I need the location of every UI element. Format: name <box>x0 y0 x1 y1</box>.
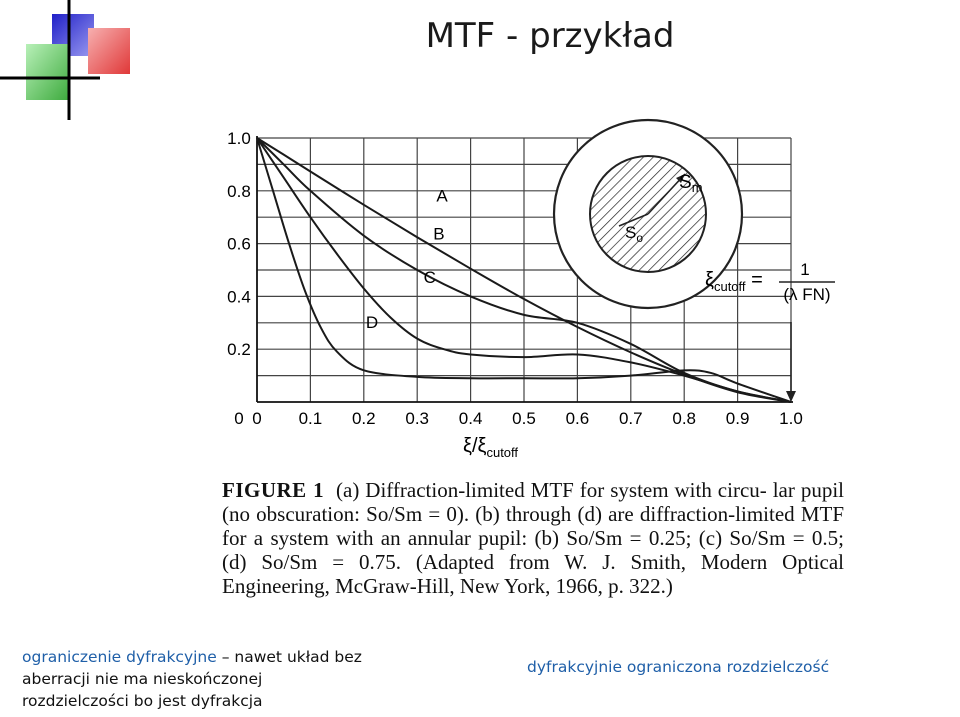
curve-labels <box>366 186 448 332</box>
formula-lhs: $\xi_{cutoff}$ = <box>705 269 763 294</box>
y-tick-label: 0 <box>234 409 244 428</box>
note-left-rest: – nawet układ bez aberracji nie ma nieskończonej rozdzielczości bo jest dyfrakcja <box>22 648 362 710</box>
slide-title: MTF - przykład <box>425 16 675 56</box>
x-tick-label: 0.5 <box>512 409 536 428</box>
note-right: dyfrakcyjnie ograniczona rozdzielczość <box>527 658 830 676</box>
figure-caption <box>222 478 844 598</box>
y-tick-label: 0.8 <box>227 181 251 201</box>
formula-denominator: (λ FN) <box>783 285 831 304</box>
logo <box>0 0 140 125</box>
y-tick-label: 0.6 <box>227 234 251 254</box>
x-tick-label: 1.0 <box>779 409 803 428</box>
formula-numerator: 1 <box>800 260 810 279</box>
x-tick-label: 0 <box>252 409 262 428</box>
logo-red-square <box>88 28 130 74</box>
x-axis-label-sub: cutoff <box>486 445 519 460</box>
curve-label-d: D <box>365 313 379 333</box>
x-tick-label: 0.9 <box>725 409 750 428</box>
sm-label: $S_m$ <box>679 172 703 195</box>
note-left <box>22 646 362 712</box>
cutoff-arrow <box>786 322 796 402</box>
x-tick-label: 0.3 <box>405 409 430 428</box>
x-tick-label: 0.7 <box>618 409 643 428</box>
curve-label-b: B <box>433 224 445 244</box>
y-tick-label: 0.2 <box>227 340 251 360</box>
caption-text: (a) Diffraction-limited MTF for system with circu- lar pupil (no obscuration: So/Sm = 0). (b) through (d) are diffraction-limited MTF for a system with an annular pupil: (b) So/Sm = 0.25; (c) So/Sm = 0.5; (d) So/Sm = 0.75. (Adapted from W. J. Smith, Modern Optical Engineering, McGraw-Hill, New York, 1966, p. 322.) <box>222 478 844 598</box>
note-left-accent: ograniczenie dyfrakcyjne <box>22 648 217 666</box>
logo-green-square <box>26 44 70 100</box>
x-tick-label: 0.4 <box>458 409 483 428</box>
y-tick-label: 0.4 <box>227 287 251 307</box>
x-axis-label-main: ξ/ξ <box>463 435 487 457</box>
curve-label-a: A <box>436 186 448 206</box>
x-tick-label: 0.1 <box>298 409 323 428</box>
x-tick-label: 0.6 <box>565 409 590 428</box>
curve-label-c: C <box>423 268 436 288</box>
mtf-chart <box>195 110 855 470</box>
figure-label: FIGURE 1 <box>222 478 325 502</box>
sm-label-text: S <box>679 172 692 193</box>
x-tick-label: 0.2 <box>351 409 376 428</box>
x-tick-label: 0.8 <box>672 409 697 428</box>
so-label: $S_o$ <box>625 223 644 245</box>
x-axis-label <box>463 435 518 460</box>
y-tick-label: 1.0 <box>227 129 251 148</box>
